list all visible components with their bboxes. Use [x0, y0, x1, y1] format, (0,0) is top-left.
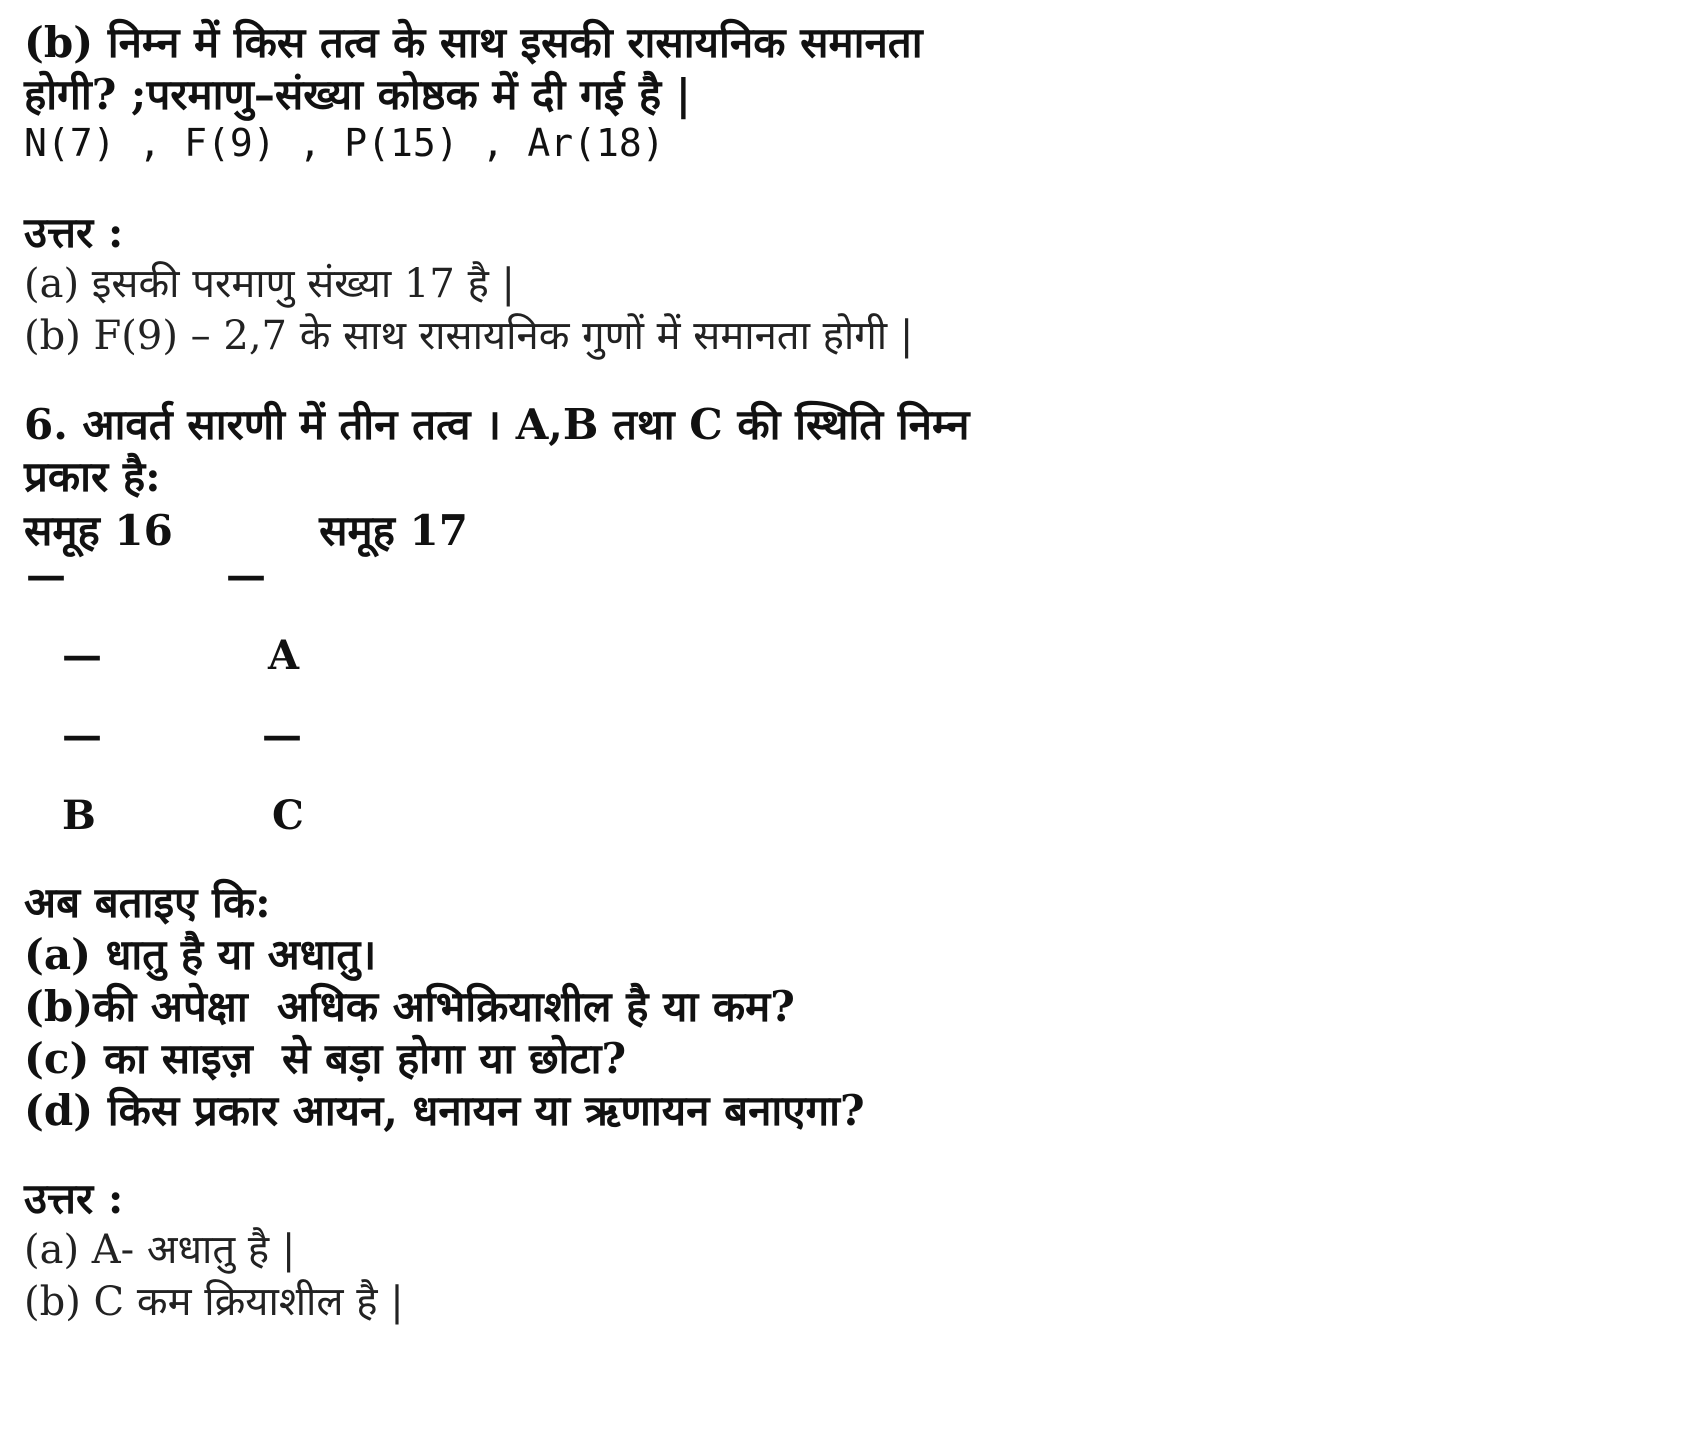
question-b-line2: होगी? ;परमाणु–संख्या कोष्ठक में दी गई है | — [24, 70, 692, 119]
question6-d: (d) किस प्रकार आयन, धनायन या ऋणायन बनाएगा? — [24, 1086, 865, 1135]
question6-prompt: अब बताइए कि: — [24, 878, 271, 927]
grid-cell-r0c0: — — [26, 552, 66, 599]
answer2-heading: उत्तर : — [24, 1174, 124, 1223]
grid-cell-r3c1: C — [272, 792, 304, 839]
grid-cell-r1c0: — — [62, 632, 102, 679]
answer2-a: (a) A- अधातु है | — [24, 1227, 296, 1273]
question-b-elements: N(7) , F(9) , P(15) , Ar(18) — [24, 121, 665, 165]
grid-cell-r3c0: B — [62, 792, 96, 839]
group-headers: समूह 16 समूह 17 — [24, 506, 468, 555]
grid-cell-r1c1: A — [268, 632, 300, 679]
grid-cell-r2c1: — — [262, 712, 302, 759]
answer1-b: (b) F(9) – 2,7 के साथ रासायनिक गुणों में समानता होगी | — [24, 313, 914, 359]
question6-line1: 6. आवर्त सारणी में तीन तत्व । A,B तथा C की स्थिति निम्न — [24, 400, 970, 449]
question6-line2: प्रकार है: — [24, 452, 161, 501]
grid-cell-r2c0: — — [62, 712, 102, 759]
grid-cell-r0c1: — — [226, 552, 266, 599]
question6-a: (a) धातु है या अधातु। — [24, 930, 377, 979]
question-b-line1: (b) निम्न में किस तत्व के साथ इसकी रासायनिक समानता — [24, 18, 923, 67]
answer1-a: (a) इसकी परमाणु संख्या 17 है | — [24, 261, 516, 307]
question6-c: (c) का साइज़ से बड़ा होगा या छोटा? — [24, 1034, 627, 1083]
answer1-heading: उत्तर : — [24, 208, 124, 257]
question6-b: (b)की अपेक्षा अधिक अभिक्रियाशील है या कम? — [24, 982, 795, 1031]
answer2-b: (b) C कम क्रियाशील है | — [24, 1279, 404, 1325]
